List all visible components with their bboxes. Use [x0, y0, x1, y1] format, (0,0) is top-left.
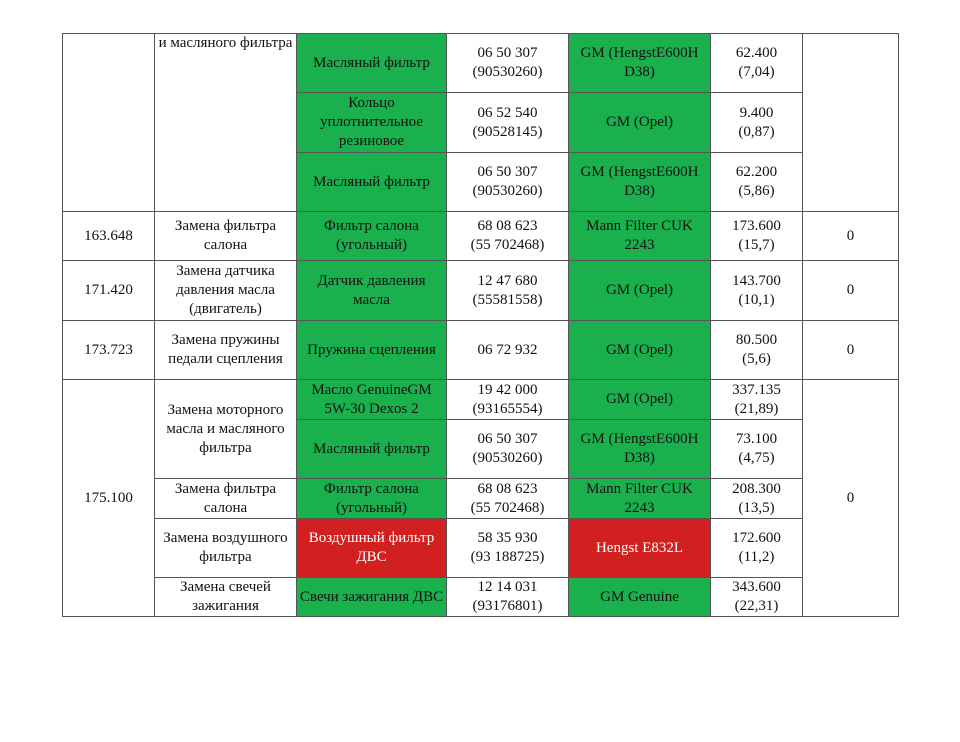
price-cell: 80.500 (5,6) [711, 321, 803, 380]
part-cell: Пружина сцепления [297, 321, 447, 380]
work-cell: Замена фильтра салона [155, 479, 297, 519]
table-row [63, 479, 899, 519]
table-row [63, 34, 899, 93]
code-cell: 06 50 307 (90530260) [447, 153, 569, 212]
table-row [63, 380, 899, 420]
work-cell: Замена фильтра салона [155, 212, 297, 261]
brand-cell: Hengst E832L [569, 519, 711, 578]
table-row [63, 321, 899, 380]
brand-cell: GM (HengstE600H D38) [569, 34, 711, 93]
service-table [62, 33, 899, 617]
work-cell: Замена свечей зажигания [155, 578, 297, 617]
last-cell [803, 34, 899, 212]
code-cell: 68 08 623 (55 702468) [447, 212, 569, 261]
part-cell: Фильтр салона (угольный) [297, 479, 447, 519]
brand-cell: Mann Filter CUK 2243 [569, 212, 711, 261]
code-cell: 12 14 031 (93176801) [447, 578, 569, 617]
work-cell: Замена датчика давления масла (двигатель) [155, 261, 297, 321]
code-cell: 19 42 000 (93165554) [447, 380, 569, 420]
table-row [63, 578, 899, 617]
price-cell: 343.600 (22,31) [711, 578, 803, 617]
brand-cell: Mann Filter CUK 2243 [569, 479, 711, 519]
last-cell: 0 [803, 212, 899, 261]
price-cell: 173.600 (15,7) [711, 212, 803, 261]
code-cell: 58 35 930 (93 188725) [447, 519, 569, 578]
last-cell: 0 [803, 261, 899, 321]
table-row [63, 519, 899, 578]
table-row [63, 212, 899, 261]
mileage-cell: 175.100 [63, 380, 155, 617]
part-cell: Масляный фильтр [297, 153, 447, 212]
part-cell: Кольцо уплотнительное резиновое [297, 93, 447, 153]
mileage-cell: 173.723 [63, 321, 155, 380]
part-cell: Масляный фильтр [297, 34, 447, 93]
part-cell: Масло GenuineGM 5W-30 Dexos 2 [297, 380, 447, 420]
brand-cell: GM (Opel) [569, 321, 711, 380]
work-cell: Замена моторного масла и масляного фильтра [155, 380, 297, 479]
work-cell: Замена пружины педали сцепления [155, 321, 297, 380]
price-cell: 208.300 (13,5) [711, 479, 803, 519]
price-cell: 337.135 (21,89) [711, 380, 803, 420]
price-cell: 172.600 (11,2) [711, 519, 803, 578]
part-cell: Свечи зажигания ДВС [297, 578, 447, 617]
mileage-cell: 163.648 [63, 212, 155, 261]
brand-cell: GM (Opel) [569, 93, 711, 153]
code-cell: 12 47 680 (55581558) [447, 261, 569, 321]
price-cell: 62.200 (5,86) [711, 153, 803, 212]
mileage-cell [63, 34, 155, 212]
work-cell: Замена воздушного фильтра [155, 519, 297, 578]
code-cell: 68 08 623 (55 702468) [447, 479, 569, 519]
price-cell: 143.700 (10,1) [711, 261, 803, 321]
brand-cell: GM (Opel) [569, 261, 711, 321]
brand-cell: GM (HengstE600H D38) [569, 420, 711, 479]
last-cell: 0 [803, 321, 899, 380]
mileage-cell: 171.420 [63, 261, 155, 321]
part-cell: Фильтр салона (угольный) [297, 212, 447, 261]
code-cell: 06 50 307 (90530260) [447, 34, 569, 93]
code-cell: 06 50 307 (90530260) [447, 420, 569, 479]
price-cell: 62.400 (7,04) [711, 34, 803, 93]
brand-cell: GM (Opel) [569, 380, 711, 420]
part-cell: Масляный фильтр [297, 420, 447, 479]
price-cell: 73.100 (4,75) [711, 420, 803, 479]
price-cell: 9.400 (0,87) [711, 93, 803, 153]
part-cell: Воздушный фильтр ДВС [297, 519, 447, 578]
part-cell: Датчик давления масла [297, 261, 447, 321]
brand-cell: GM Genuine [569, 578, 711, 617]
table-row [63, 261, 899, 321]
code-cell: 06 72 932 [447, 321, 569, 380]
work-cell: и масляного фильтра [155, 34, 297, 212]
code-cell: 06 52 540 (90528145) [447, 93, 569, 153]
last-cell: 0 [803, 380, 899, 617]
brand-cell: GM (HengstE600H D38) [569, 153, 711, 212]
